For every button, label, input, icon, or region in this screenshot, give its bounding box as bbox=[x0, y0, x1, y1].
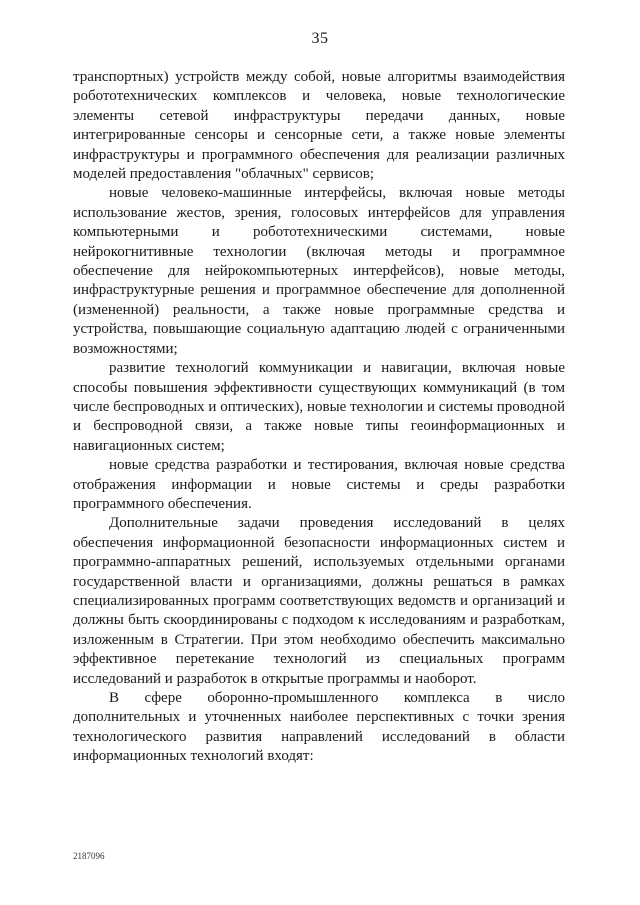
document-id: 2187096 bbox=[73, 851, 105, 861]
paragraph-dev-tools: новые средства разработки и тестирования, включая новые средства отображения информации и новые системы и среды разработки программного обеспечения. bbox=[73, 457, 565, 512]
page-number: 35 bbox=[311, 30, 329, 47]
paragraph-defense: В сфере оборонно-промышленного комплекса в число дополнительных и уточненных наиболее перспективных с точки зрения технологического развития направлений исследований в области информационных технологий входят: bbox=[73, 690, 565, 765]
paragraph-continuation: транспортных) устройств между собой, новые алгоритмы взаимодействия робототехнических комплексов и человека, новые технологические элементы сетевой инфраструктуры передачи данных, новые интегрированные сенсоры и сенсорные сети, а также новые элементы инфраструктуры и программного обеспечения для реализации различных моделей предоставления "облачных" сервисов; bbox=[73, 69, 565, 183]
paragraph-communication: развитие технологий коммуникации и навигации, включая новые способы повышения эффективности существующих коммуникаций (в том числе беспроводных и оптических), новые технологии и системы проводной и беспроводной связи, а также новые типы геоинформационных и навигационных систем; bbox=[73, 360, 565, 454]
paragraph-interfaces: новые человеко-машинные интерфейсы, включая новые методы использование жестов, зрения, голосовых интерфейсов для управления компьютерными и робототехническими системами, новые нейрокогнитивные технологии (включая методы и программное обеспечение для нейрокомпьютерных интерфейсов), новые методы, инфраструктурные решения и программное обеспечение для дополненной (измененной) реальности, а также новые программные средства и устройства, повышающие социальную адаптацию людей с ограниченными возможностями; bbox=[73, 185, 565, 357]
document-body bbox=[73, 68, 565, 767]
paragraph-security: Дополнительные задачи проведения исследований в целях обеспечения информационной безопасности информационных систем и программно-аппаратных решений, используемых отдельными органами государственной власти и организациями, должны решаться в рамках специализированных программ соответствующих ведомств и организаций и должны быть скоординированы с подходом к исследованиям и разработкам, изложенным в Стратегии. При этом необходимо обеспечить максимально эффективное перетекание технологий из специальных программ исследований и разработок в открытые программы и наоборот. bbox=[73, 515, 565, 687]
